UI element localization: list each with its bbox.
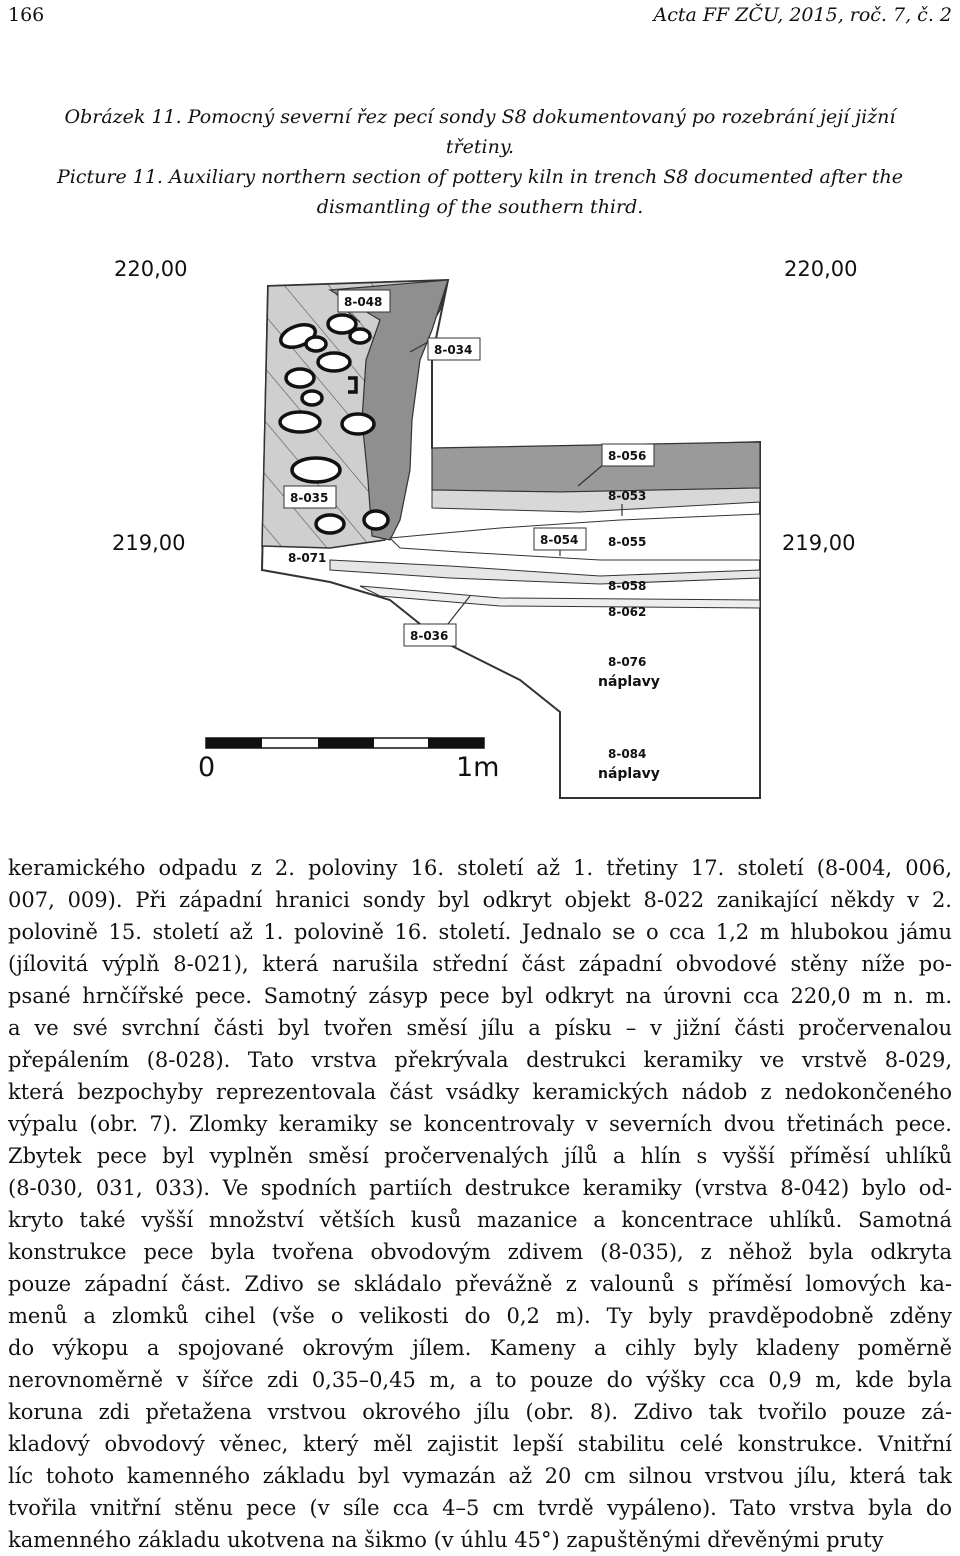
text-line: kryto také vyšší množství větších kusů mazanice a koncentrace uhlíků. Samotná [8, 1208, 952, 1232]
label-8-056: 8-056 [608, 449, 647, 463]
label-8-062: 8-062 [608, 605, 647, 619]
layer-8-056 [432, 442, 760, 492]
text-line: kamenného základu ukotvena na šikmo (v úhlu 45°) zapuštěnými dřevěnými pruty [8, 1528, 884, 1552]
text-line: menů a zlomků cihel (vše o velikosti do 0,2 m). Ty byly pravděpodobně zděny [8, 1304, 952, 1328]
label-8-071: 8-071 [288, 551, 327, 565]
stone [316, 515, 344, 533]
text-line: 007, 009). Při západní hranici sondy byl odkryt objekt 8-022 zanikající někdy v 2. [8, 888, 952, 912]
caption-czech-line: Obrázek 11. Pomocný severní řez pecí sondy S8 dokumentovaný po rozebrání její jižní [64, 106, 896, 128]
elevation-mid-right: 219,00 [782, 531, 856, 555]
label-8-084: 8-084 [608, 747, 647, 761]
elevation-top-left: 220,00 [114, 257, 188, 281]
stone [292, 458, 340, 482]
text-line: keramického odpadu z 2. poloviny 16. století až 1. třetiny 17. století (8-004, 006, [8, 856, 952, 880]
text-line: koruna zdi přetažena vrstvou okrového jílu (obr. 8). Zdivo tak tvořilo pouze zá- [8, 1400, 952, 1424]
scale-zero: 0 [198, 752, 216, 783]
text-line: pouze západní část. Zdivo se skládalo převážně z valounů s příměsí lomových ka- [8, 1272, 952, 1296]
text-line: polovině 15. století až 1. polovině 16. století. Jednalo se o cca 1,2 m hlubokou jámu [8, 920, 952, 944]
text-line: Zbytek pece byl vyplněn směsí pročervenalých jílů a hlín s vyšší příměsí uhlíků [8, 1144, 952, 1168]
stone [306, 337, 326, 351]
text-line: (8-030, 031, 033). Ve spodních partiích destrukce keramiky (vrstva 8-042) bylo od- [8, 1176, 952, 1200]
label-8-053: 8-053 [608, 489, 647, 503]
text-line: líc tohoto kamenného základu byl vymazán až 20 cm silnou vrstvou jílu, která tak [8, 1464, 952, 1488]
stone [342, 414, 374, 434]
scale-bar [198, 738, 499, 783]
stone [286, 369, 314, 387]
label-8-034: 8-034 [434, 343, 473, 357]
label-8-076: 8-076 [608, 655, 647, 669]
figure-caption-english [10, 162, 950, 222]
text-line: přepálením (8-028). Tato vrstva překrývala destrukci keramiky ve vrstvě 8-029, [8, 1048, 952, 1072]
scale-one-meter: 1m [456, 752, 500, 783]
text-line: a ve své svrchní části byl tvořen směsí jílu a písku – v jižní části pročervenalou [8, 1016, 952, 1040]
journal-reference: Acta FF ZČU, 2015, roč. 7, č. 2 [653, 4, 952, 26]
text-line: tvořila vnitřní stěnu pece (v síle cca 4–5 cm tvrdě vypáleno). Tato vrstva byla do [8, 1496, 952, 1520]
text-line: do výkopu a spojované okrovým jílem. Kameny a cihly byly kladeny poměrně [8, 1336, 952, 1360]
label-8-048: 8-048 [344, 295, 383, 309]
label-8-036: 8-036 [410, 629, 449, 643]
text-line: (jílovitá výplň 8-021), která narušila střední část západní obvodové stěny níže po- [8, 952, 952, 976]
stone [318, 353, 350, 371]
label-8-054: 8-054 [540, 533, 579, 547]
text-line: výpalu (obr. 7). Zlomky keramiky se koncentrovaly v severních dvou třetinách pece. [8, 1112, 952, 1136]
label-8-058: 8-058 [608, 579, 647, 593]
caption-czech-line: třetiny. [445, 136, 515, 158]
stone [364, 511, 388, 529]
stone [350, 329, 370, 343]
caption-english-line: dismantling of the southern third. [316, 196, 644, 218]
label-8-055: 8-055 [608, 535, 647, 549]
elevation-top-right: 220,00 [784, 257, 858, 281]
caption-english-line: Picture 11. Auxiliary northern section of pottery kiln in trench S8 documented after the [57, 166, 903, 188]
body-text [8, 852, 952, 1556]
page-number: 166 [8, 4, 45, 26]
text-line: konstrukce pece byla tvořena obvodovým zdivem (8-035), z něhož byla odkryta [8, 1240, 952, 1264]
label-naplavy-1: náplavy [598, 674, 660, 690]
stone [302, 391, 322, 405]
figure-caption-czech [10, 102, 950, 162]
elevation-mid-left: 219,00 [112, 531, 186, 555]
stone [280, 412, 320, 432]
text-line: která bezpochyby reprezentovala část vsádky keramických nádob z nedokončeného [8, 1080, 952, 1104]
label-naplavy-2: náplavy [598, 766, 660, 782]
text-line: psané hrnčířské pece. Samotný zásyp pece byl odkryt na úrovni cca 220,0 m n. m. [8, 984, 952, 1008]
text-line: nerovnoměrně v šířce zdi 0,35–0,45 m, a to pouze do výšky cca 0,9 m, kde byla [8, 1368, 952, 1392]
running-header [8, 4, 952, 28]
kiln-section-drawing [0, 240, 960, 810]
text-line: kladový obvodový věnec, který měl zajistit lepší stabilitu celé konstrukce. Vnitřní [8, 1432, 952, 1456]
label-8-035: 8-035 [290, 491, 329, 505]
